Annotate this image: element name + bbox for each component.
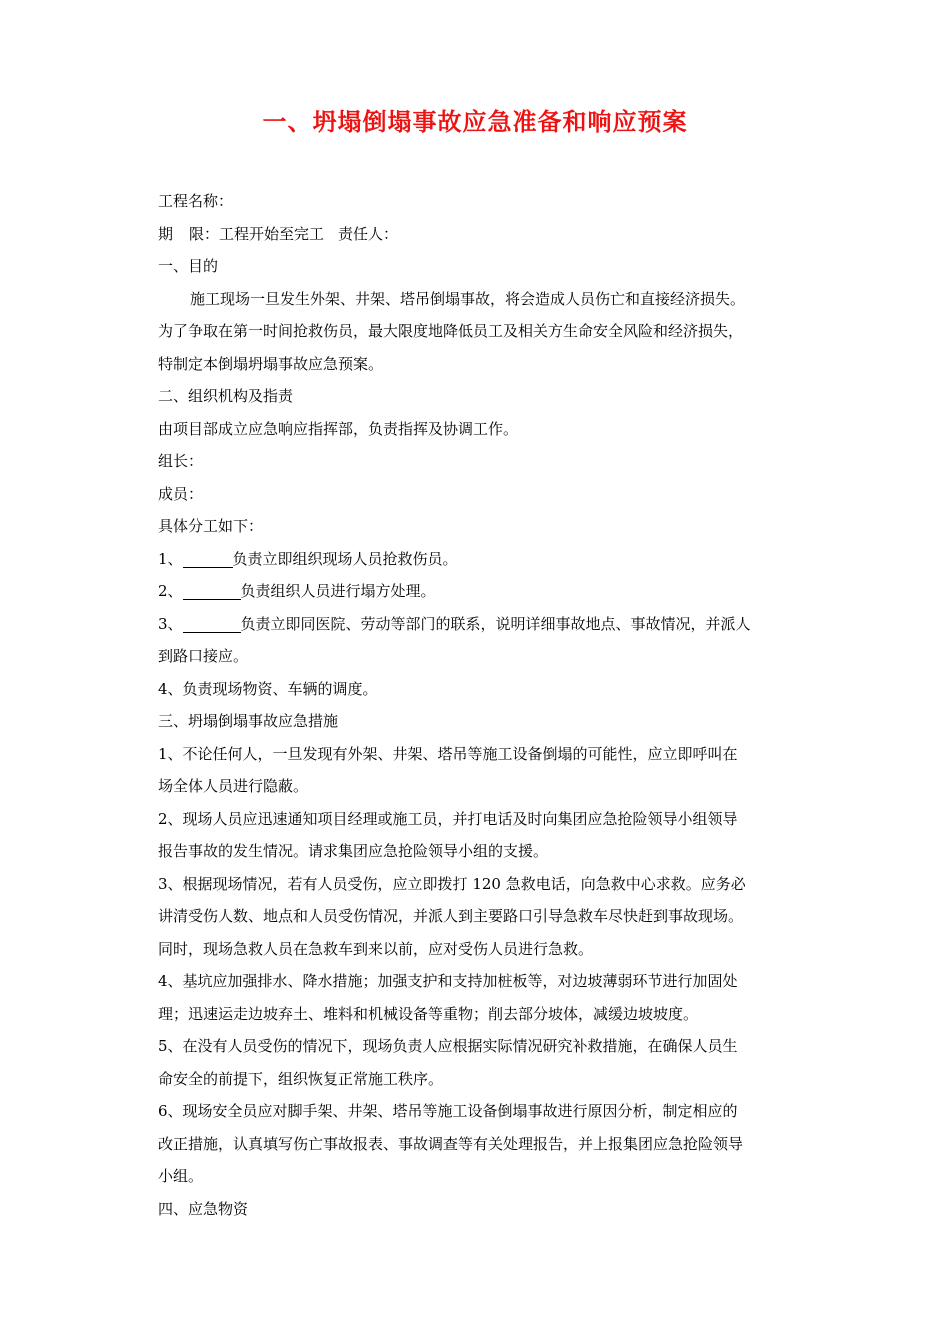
measure-line: 报告事故的发生情况。请求集团应急抢险领导小组的支援。 xyxy=(158,842,549,860)
duty-text: 负责立即组织现场人员抢救伤员。 xyxy=(232,549,458,568)
blank-underline xyxy=(183,614,241,633)
measure-line: 4、基坑应加强排水、降水措施；加强支护和支持加桩板等，对边坡薄弱环节进行加固处 xyxy=(158,972,738,990)
project-name-line: 工程名称： xyxy=(158,192,234,210)
section4-heading: 四、应急物资 xyxy=(158,1199,249,1218)
measure-line: 小组。 xyxy=(158,1167,204,1185)
measure-line: 3、根据现场情况，若有人员受伤，应立即拨打 120 急救电话，向急救中心求救。应务必 xyxy=(158,874,746,893)
measure-line: 命安全的前提下，组织恢复正常施工秩序。 xyxy=(158,1069,444,1088)
measure-line: 2、现场人员应迅速通知项目经理或施工员，并打电话及时向集团应急抢险领导小组领导 xyxy=(158,809,738,828)
division-label: 具体分工如下： xyxy=(158,517,264,535)
section3-heading: 三、坍塌倒塌事故应急措施 xyxy=(158,712,339,730)
measure-line: 1、不论任何人，一旦发现有外架、井架、塔吊等施工设备倒塌的可能性，应立即呼叫在 xyxy=(158,744,738,763)
duty-item-4: 4、负责现场物资、车辆的调度。 xyxy=(158,679,378,698)
duty-item-2 xyxy=(158,575,818,608)
measure-line: 同时，现场急救人员在急救车到来以前，应对受伤人员进行急救。 xyxy=(158,939,594,958)
period-label-a: 期 xyxy=(158,224,174,243)
section1-line: 特制定本倒塌坍塌事故应急预案。 xyxy=(158,354,384,373)
duty-text: 负责组织人员进行塌方处理。 xyxy=(240,582,436,600)
section1-heading: 一、目的 xyxy=(158,257,219,275)
period-line xyxy=(158,218,818,251)
duty-number: 2、 xyxy=(158,582,183,600)
measure-line: 讲清受伤人数、地点和人员受伤情况，并派人到主要路口引导急救车尽快赶到事故现场。 xyxy=(158,907,744,925)
section1-line: 施工现场一旦发生外架、井架、塔吊倒塌事故，将会造成人员伤亡和直接经济损失。 xyxy=(190,289,746,308)
section1-line: 为了争取在第一时间抢救伤员，最大限度地降低员工及相关方生命安全风险和经济损失， xyxy=(158,322,744,340)
duty-number: 1、 xyxy=(158,549,183,568)
duty-text: 负责立即同医院、劳动等部门的联系，说明详细事故地点、事故情况，并派人 xyxy=(240,614,751,633)
duty-number: 3、 xyxy=(158,614,183,633)
duty-item-1 xyxy=(158,543,818,576)
responsible-label: 责任人： xyxy=(338,224,399,243)
document-title: 一、坍塌倒塌事故应急准备和响应预案 xyxy=(262,108,688,136)
measure-line: 5、在没有人员受伤的情况下，现场负责人应根据实际情况研究补救措施，在确保人员生 xyxy=(158,1037,738,1055)
leader-label: 组长： xyxy=(158,452,204,470)
duty-item-3-cont: 到路口接应。 xyxy=(158,647,249,665)
section2-intro: 由项目部成立应急响应指挥部，负责指挥及协调工作。 xyxy=(158,419,519,438)
measure-line: 改正措施，认真填写伤亡事故报表、事故调查等有关处理报告，并上报集团应急抢险领导 xyxy=(158,1134,744,1153)
measure-line: 场全体人员进行隐蔽。 xyxy=(158,777,309,795)
members-label: 成员： xyxy=(158,484,204,503)
blank-underline xyxy=(183,549,233,568)
period-label-b: 限： xyxy=(189,224,220,243)
duty-item-3 xyxy=(158,608,818,641)
document-body xyxy=(158,185,818,1225)
section2-heading: 二、组织机构及指责 xyxy=(158,387,294,405)
period-value: 工程开始至完工 xyxy=(219,224,325,243)
measure-line: 理；迅速运走边坡弃土、堆料和机械设备等重物；削去部分坡体，减缓边坡坡度。 xyxy=(158,1004,699,1023)
measure-line: 6、现场安全员应对脚手架、井架、塔吊等施工设备倒塌事故进行原因分析，制定相应的 xyxy=(158,1102,738,1120)
blank-underline xyxy=(183,581,241,600)
